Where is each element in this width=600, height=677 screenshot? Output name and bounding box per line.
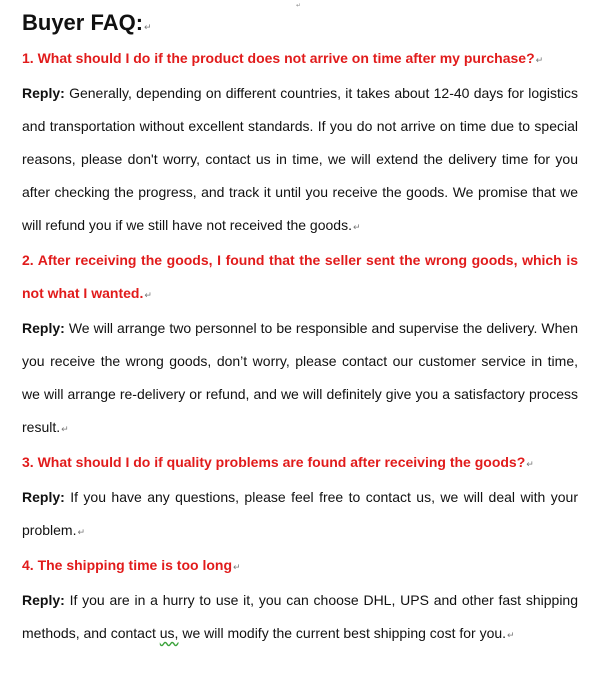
faq-document [22,8,578,652]
question-text: 1. What should I do if the product does not arrive on time after my purchase? [22,50,535,66]
paragraph-mark-icon: ↵ [352,222,361,232]
reply-label: Reply: [22,320,65,336]
paragraph-mark-icon: ↵ [535,55,544,65]
answer-text-start: If you are in a hurry to use it, you can choose DHL, UPS and other fast shipping methods, and contact [22,592,578,641]
paragraph-mark-icon: ↵ [144,22,152,32]
faq-answer-1 [22,77,578,244]
answer-text: Generally, depending on different countries, it takes about 12-40 days for logistics and transportation without excellent standards. If you do not arrive on time due to special reasons, please don't worry, contact us in time, we will extend the delivery time for you after checking the progress, and track it until you receive the goods. We promise that we will refund you if we still have not received the goods. [22,85,579,233]
reply-label: Reply: [22,489,65,505]
faq-answer-4 [22,584,578,652]
question-text: 3. What should I do if quality problems are found after receiving the goods? [22,454,526,470]
faq-answer-2 [22,312,578,446]
paragraph-mark-icon: ↵ [61,424,69,434]
faq-question-4 [22,549,578,584]
answer-text: We will arrange two personnel to be responsible and supervise the delivery. When you receive the wrong goods, don’t worry, please contact our customer service in time, we will arrange re-delivery or refund, and we will definitely give you a satisfactory process result. [22,320,579,435]
answer-text-end: we will modify the current best shipping cost for you. [182,625,507,641]
paragraph-mark-icon: ↵ [526,459,534,469]
faq-answer-3 [22,481,578,549]
faq-question-2 [22,244,578,312]
title-text: Buyer FAQ: [22,10,144,35]
spellcheck-flagged-word: us, [159,625,179,641]
corner-mark: ↵ [296,3,302,9]
reply-label: Reply: [22,85,65,101]
paragraph-mark-icon: ↵ [144,290,152,300]
paragraph-mark-icon: ↵ [77,527,86,537]
page-title [22,8,578,42]
question-text: 4. The shipping time is too long [22,557,232,573]
reply-label: Reply: [22,592,65,608]
faq-question-1 [22,42,578,77]
question-text: 2. After receiving the goods, I found that the seller sent the wrong goods, which is not what I wanted. [22,252,578,301]
paragraph-mark-icon: ↵ [233,562,241,572]
faq-question-3 [22,446,578,481]
answer-text: If you have any questions, please feel free to contact us, we will deal with your problem. [22,489,578,538]
paragraph-mark-icon: ↵ [507,630,515,640]
